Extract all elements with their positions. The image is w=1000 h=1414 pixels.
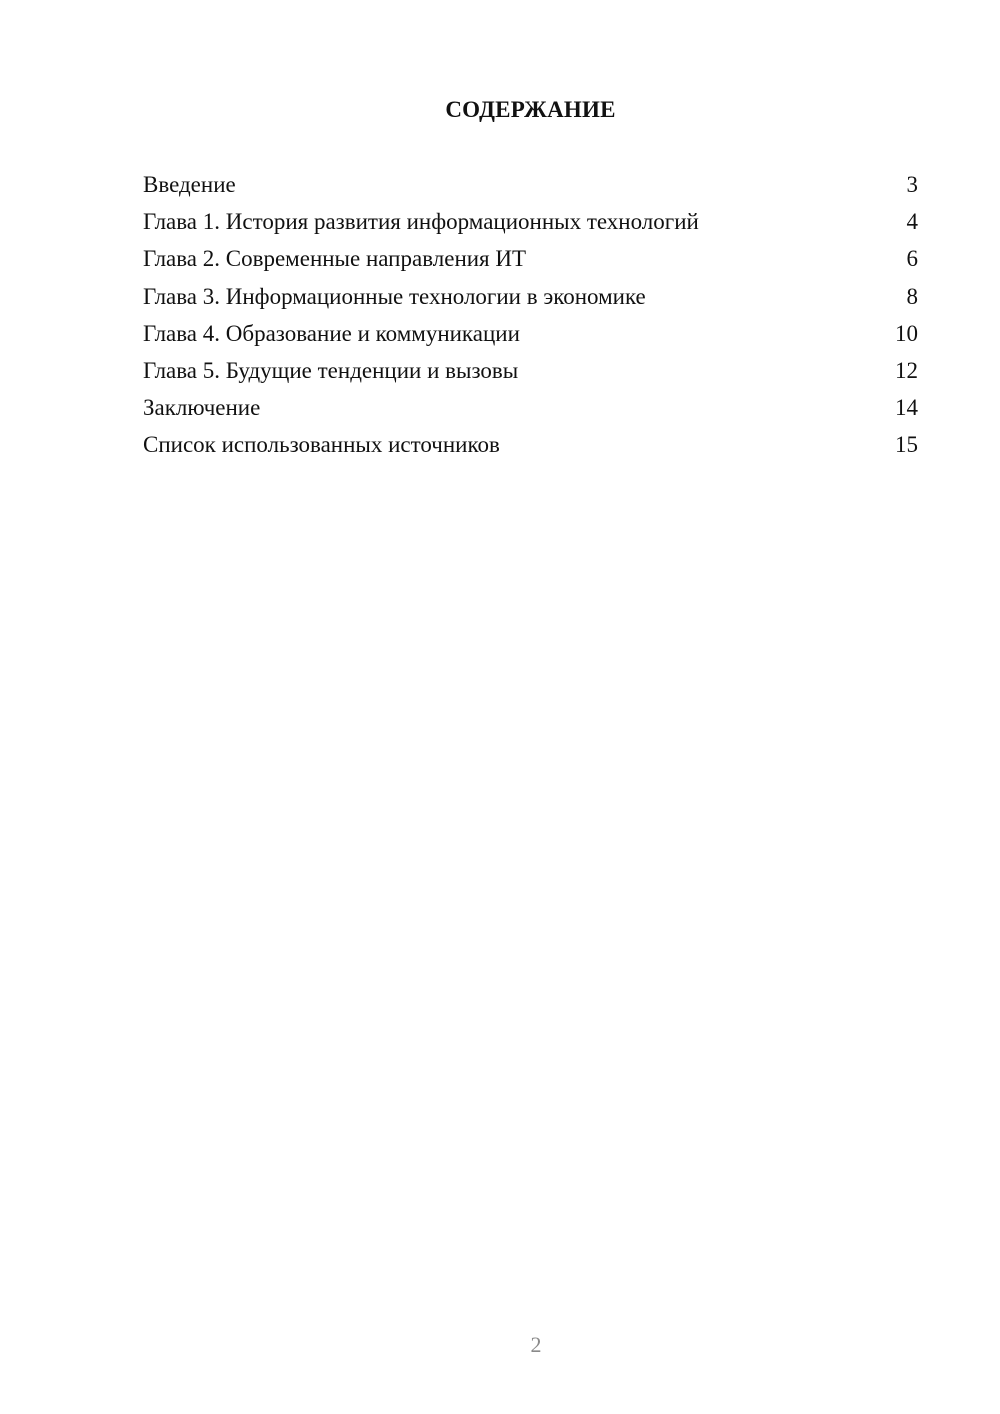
- toc-entry-chapter-1[interactable]: [143, 203, 918, 240]
- toc-entry-page: 6: [906, 246, 918, 272]
- toc-entry-label: Глава 4. Образование и коммуникации: [143, 320, 520, 346]
- toc-entry-page: 3: [906, 172, 918, 197]
- toc-entry-introduction[interactable]: [143, 166, 918, 203]
- toc-entry-references[interactable]: [143, 426, 918, 463]
- page-number: 2: [530, 1332, 542, 1357]
- toc-entry-page: 12: [895, 357, 918, 383]
- toc-entry-page: 4: [906, 209, 918, 235]
- toc-entry-page: 15: [895, 432, 918, 458]
- toc-entry-chapter-3[interactable]: [143, 278, 918, 315]
- toc-entry-chapter-2[interactable]: [143, 240, 918, 277]
- page-title: СОДЕРЖАНИЕ: [445, 97, 616, 122]
- toc-entry-label: Введение: [143, 172, 236, 197]
- toc-entry-page: 14: [895, 395, 918, 421]
- toc-entry-label: Глава 1. История развития информационных технологий: [143, 209, 699, 235]
- toc-entry-label: Глава 2. Современные направления ИТ: [143, 246, 527, 272]
- toc-entry-label: Глава 3. Информационные технологии в экономике: [143, 283, 646, 309]
- toc-entry-page: 8: [906, 283, 918, 309]
- toc-entry-chapter-5[interactable]: [143, 352, 918, 389]
- toc-entry-label: Заключение: [143, 395, 261, 421]
- toc-entry-label: Список использованных источников: [143, 432, 500, 458]
- toc-entry-label: Глава 5. Будущие тенденции и вызовы: [143, 357, 519, 383]
- toc-entry-chapter-4[interactable]: [143, 315, 918, 352]
- toc-entry-page: 10: [895, 320, 918, 346]
- table-of-contents: [143, 166, 918, 464]
- toc-entry-conclusion[interactable]: [143, 389, 918, 426]
